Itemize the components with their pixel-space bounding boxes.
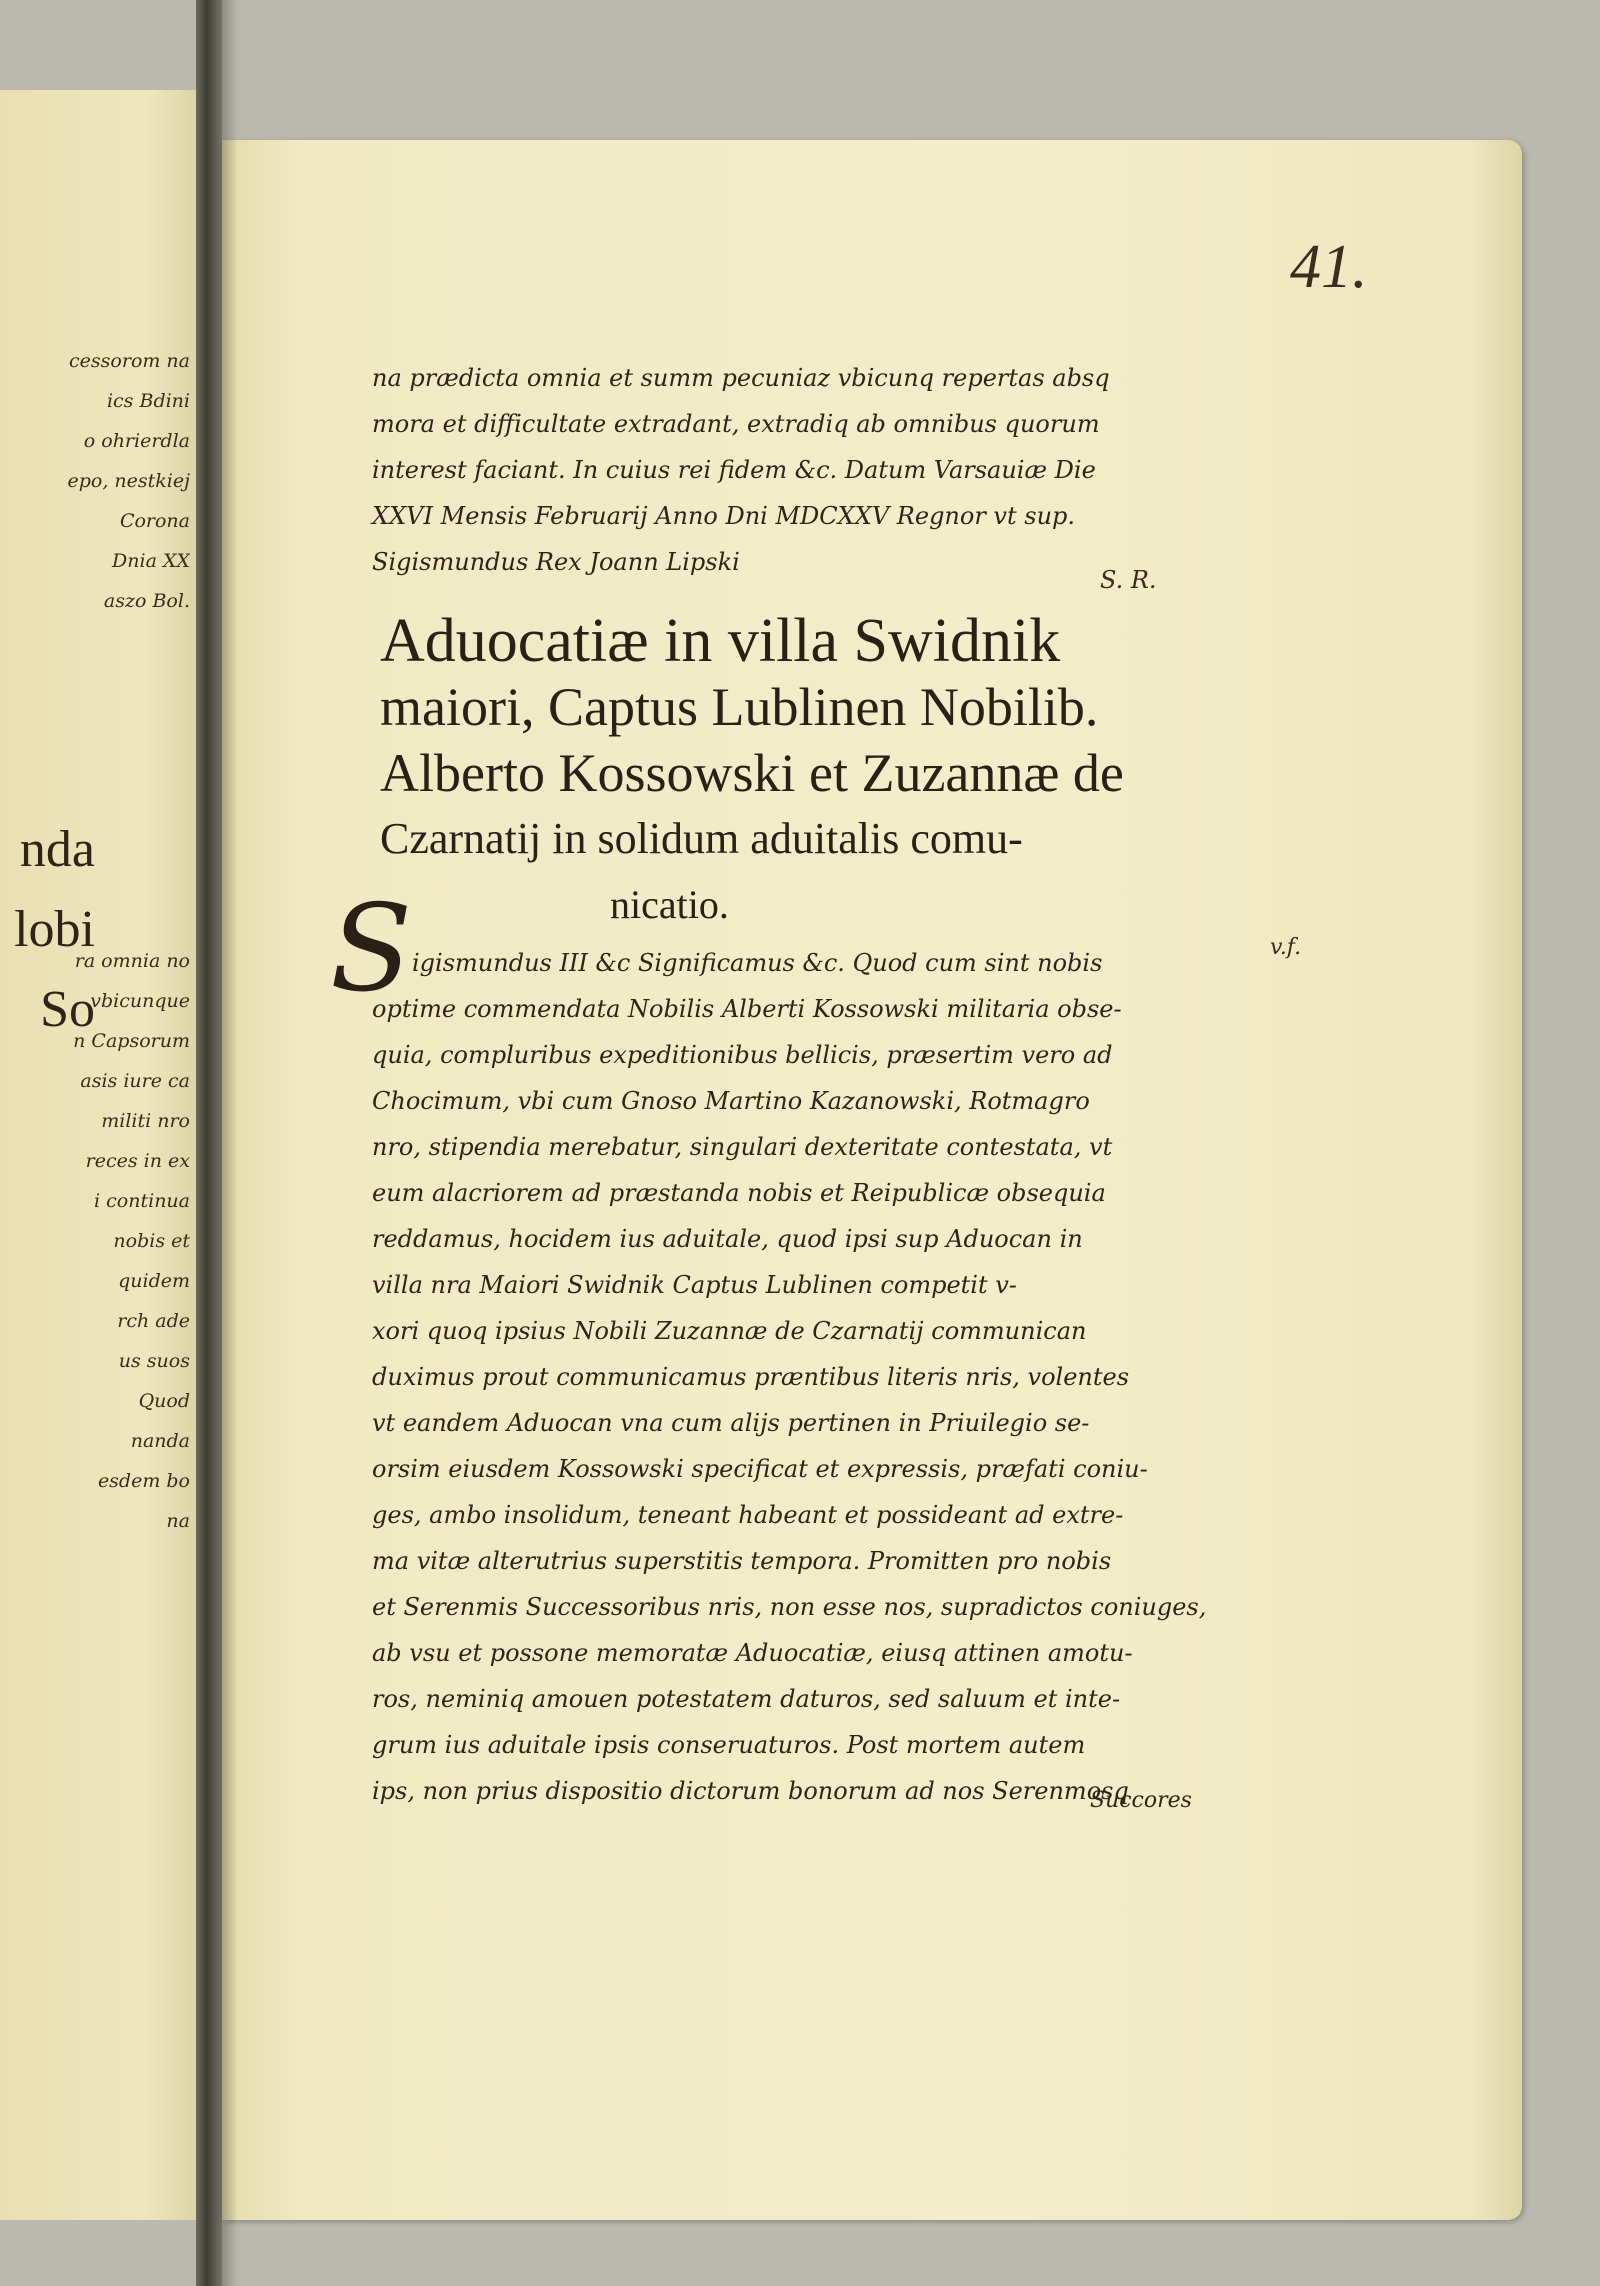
- sr-mark: S. R.: [1100, 566, 1157, 594]
- text-line: igismundus III &c Significamus &c. Quod cum sint nobis: [412, 949, 1103, 977]
- document-title: [380, 608, 1260, 938]
- signature-king: Sigismundus Rex: [372, 548, 582, 576]
- left-line: ics Bdini: [106, 390, 190, 412]
- left-line: quidem: [118, 1270, 190, 1292]
- left-line: vbicunque: [90, 990, 190, 1012]
- left-line: [0, 630, 190, 670]
- text-line: ips, non prius dispositio dictorum bonorum ad nos Serenmosq: [372, 1777, 1129, 1805]
- folio-number: 41.: [1290, 233, 1368, 301]
- left-line: nanda: [130, 1430, 190, 1452]
- left-line: [0, 670, 190, 710]
- text-line: et Serenmis Successoribus nris, non esse nos, supradictos coniuges,: [372, 1593, 1207, 1621]
- title-line: nicatio.: [610, 882, 729, 927]
- left-line: i continua: [94, 1190, 190, 1212]
- left-line: Quod: [138, 1390, 190, 1412]
- left-line: Corona: [119, 510, 190, 532]
- left-line: cessorom na: [69, 350, 190, 372]
- body-text: [372, 940, 1252, 1814]
- text-line: ges, ambo insolidum, teneant habeant et possideant ad extre-: [372, 1501, 1124, 1529]
- title-line: maiori, Captus Lublinen Nobilib.: [380, 677, 1099, 737]
- left-line: reces in ex: [85, 1150, 190, 1172]
- title-line: Alberto Kossowski et Zuzannæ de: [380, 743, 1124, 803]
- left-line: rch ade: [117, 1310, 190, 1332]
- text-line: quia, compluribus expeditionibus bellicis, præsertim vero ad: [372, 1041, 1113, 1069]
- left-big-fragment: So: [40, 981, 95, 1038]
- text-line: eum alacriorem ad præstanda nobis et Reipublicæ obsequia: [372, 1179, 1106, 1207]
- text-line: duximus prout communicamus præntibus literis nris, volentes: [372, 1363, 1130, 1391]
- left-big-fragment: lobi: [14, 901, 95, 958]
- text-line: grum ius aduitale ipsis conseruaturos. Post mortem autem: [372, 1731, 1086, 1759]
- text-line: xori quoq ipsius Nobili Zuzannæ de Czarnatij communican: [372, 1317, 1087, 1345]
- signature-secretary: Joann Lipski: [589, 548, 740, 576]
- title-line: Aduocatiæ in villa Swidnik: [380, 607, 1061, 675]
- text-line: na prædicta omnia et summ pecuniaz vbicunq repertas absq: [372, 364, 1110, 392]
- left-line: aszo Bol.: [103, 590, 190, 612]
- text-line: Chocimum, vbi cum Gnoso Martino Kazanowski, Rotmagro: [372, 1087, 1090, 1115]
- text-line: vt eandem Aduocan vna cum alijs pertinen in Priuilegio se-: [372, 1409, 1090, 1437]
- drop-cap: S: [330, 880, 413, 1019]
- left-line: asis iure ca: [80, 1070, 190, 1092]
- text-line: mora et difficultate extradant, extradiq ab omnibus quorum: [372, 410, 1100, 438]
- text-line: XXVI Mensis Februarij Anno Dni MDCXXV Regnor vt sup.: [372, 502, 1076, 530]
- text-line: ros, neminiq amouen potestatem daturos, sed saluum et inte-: [372, 1685, 1121, 1713]
- left-line: o ohrierdla: [83, 430, 190, 452]
- left-line: Dnia XX: [112, 550, 190, 572]
- title-line: Czarnatij in solidum aduitalis comu-: [380, 814, 1023, 863]
- left-line: esdem bo: [97, 1470, 190, 1492]
- left-line: epo, nestkiej: [67, 470, 190, 492]
- opening-text: [372, 355, 1252, 585]
- left-line: nobis et: [113, 1230, 190, 1252]
- text-line: optime commendata Nobilis Alberti Kossowski militaria obse-: [372, 995, 1122, 1023]
- left-line: ra omnia no: [74, 950, 190, 972]
- text-line: orsim eiusdem Kossowski specificat et expressis, præfati coniu-: [372, 1455, 1148, 1483]
- book-gutter: [196, 0, 222, 2286]
- text-line: ab vsu et possone memoratæ Aduocatiæ, eiusq attinen amotu-: [372, 1639, 1133, 1667]
- text-line: ma vitæ alterutrius superstitis tempora. Promitten pro nobis: [372, 1547, 1112, 1575]
- text-line: villa nra Maiori Swidnik Captus Lublinen competit v-: [372, 1271, 1017, 1299]
- left-line: us suos: [118, 1350, 190, 1372]
- text-line: nro, stipendia merebatur, singulari dexteritate contestata, vt: [372, 1133, 1113, 1161]
- text-line: interest faciant. In cuius rei fidem &c. Datum Varsauiæ Die: [372, 456, 1096, 484]
- text-line: reddamus, hocidem ius aduitale, quod ipsi sup Aduocan in: [372, 1225, 1083, 1253]
- left-line: [0, 750, 190, 790]
- left-big-fragment: nda: [19, 821, 95, 878]
- catchword: Succores: [1090, 1788, 1192, 1813]
- left-line: [0, 710, 190, 750]
- spine-shadow: [222, 0, 238, 2286]
- margin-note: v.f.: [1270, 935, 1302, 960]
- left-line: n Capsorum: [73, 1030, 190, 1052]
- left-line: na: [166, 1510, 190, 1532]
- left-line: militi nro: [101, 1110, 190, 1132]
